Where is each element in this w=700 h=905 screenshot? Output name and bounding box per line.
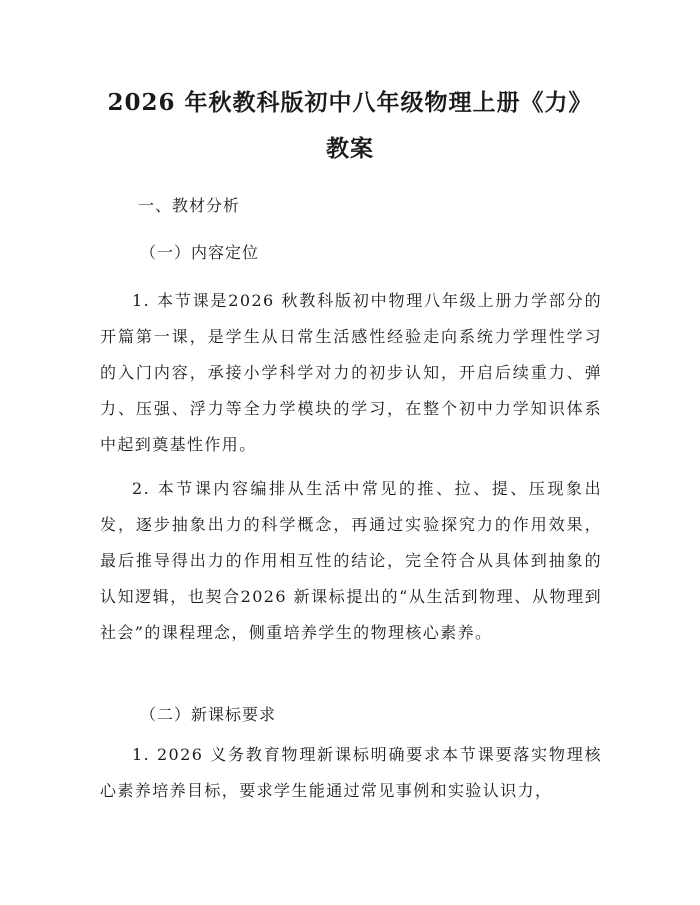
document-title-line1: 2026 年秋教科版初中八年级物理上册《力》 (107, 89, 593, 116)
paragraph-2: 2. 本节课内容编排从生活中常见的推、拉、提、压现象出发，逐步抽象出力的科学概念，再通过实验探究力的作用效果，最后推导得出力的作用相互性的结论，完全符合从具体到抽象的认知逻辑，也契合2026 新课标提出的“从生活到物理、从物理到社会”的课程理念，侧重培养学生的物理核心素养。 (100, 479, 602, 642)
paragraph-3: 1. 2026 义务教育物理新课标明确要求本节课要落实物理核心素养培养目标，要求学生能通过常见事例和实验认识力， (100, 745, 602, 800)
document-title-line2: 教案 (326, 135, 374, 162)
paragraph-1: 1. 本节课是2026 秋教科版初中物理八年级上册力学部分的开篇第一课，是学生从日常生活感性经验走向系统力学理性学习的入门内容，承接小学科学对力的初步认知，开启后续重力、弹力、压强、浮力等全力学模块的学习，在整个初中力学知识体系中起到奠基性作用。 (100, 291, 602, 454)
section-heading-textbook-analysis: 一、教材分析 (138, 196, 241, 215)
subsection-heading-content-positioning: （一）内容定位 (140, 243, 260, 262)
subsection-heading-curriculum-requirements: （二）新课标要求 (140, 705, 277, 724)
